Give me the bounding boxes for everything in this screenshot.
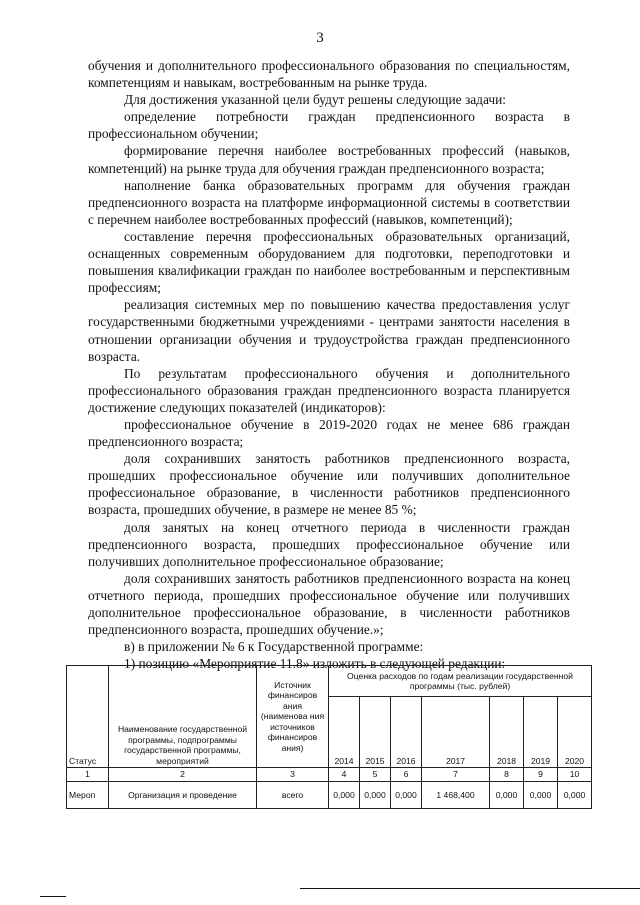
index-cell: 1 [67, 768, 109, 782]
paragraph: По результатам профессионального обучения и дополнительного профессионального образования граждан предпенсионного возраста планируется достижение следующих показателей (индикаторов): [88, 365, 570, 415]
index-cell: 10 [558, 768, 592, 782]
paragraph: составление перечня профессиональных образовательных организаций, оснащенных современным оборудованием для подготовки, переподготовки и повышения квалификации граждан по наиболее востребованным и перспективным профессиям; [88, 228, 570, 296]
row-value: 0,000 [391, 782, 422, 809]
index-cell: 7 [422, 768, 490, 782]
header-name: Наименование государственной программы, подпрограммы государственной программы, мероприятий [109, 666, 257, 768]
paragraph: в) в приложении № 6 к Государственной программе: [124, 639, 424, 655]
index-cell: 3 [257, 768, 329, 782]
row-status: Мероп [67, 782, 109, 809]
row-source: всего [257, 782, 329, 809]
document-body [88, 57, 570, 672]
paragraph: реализация системных мер по повышению качества предоставления услуг государственными бюджетными учреждениями - центрами занятости населения в отношении организации обучения и трудоустройства граждан предпенсионного возраста. [88, 297, 570, 364]
page-number: 3 [316, 30, 324, 46]
row-value: 0,000 [490, 782, 524, 809]
index-cell: 5 [360, 768, 391, 782]
index-cell: 8 [490, 768, 524, 782]
paragraph: формирование перечня наиболее востребованных профессий (навыков, компетенций) на рынке труда для обучения граждан предпенсионного возраста; [88, 143, 570, 176]
header-year: 2019 [524, 697, 558, 768]
paragraph: Для достижения указанной цели будут решены следующие задачи: [124, 92, 507, 108]
index-cell: 9 [524, 768, 558, 782]
page-bottom-rule [300, 888, 640, 889]
row-value: 0,000 [558, 782, 592, 809]
table-header-row [67, 666, 592, 697]
row-value: 0,000 [524, 782, 558, 809]
budget-table [66, 665, 592, 809]
table-index-row [67, 768, 592, 782]
header-status: Статус [67, 666, 109, 768]
index-cell: 4 [329, 768, 360, 782]
header-source: Источник финансиров ания (наименова ния источников финансиров ания) [257, 666, 329, 768]
header-estimate: Оценка расходов по годам реализации государственной программы (тыс. рублей) [329, 666, 592, 697]
paragraph: доля сохранивших занятость работников предпенсионного возраста, прошедших профессиональное обучение или получивших дополнительное профессиональное образование, в численности работников предпенсионного возраста, прошедших обучение, в размере не менее 85 %; [88, 451, 570, 518]
header-year: 2015 [360, 697, 391, 768]
corner-mark [40, 896, 66, 897]
paragraph: профессиональное обучение в 2019-2020 годах не менее 686 граждан предпенсионного возраста; [88, 416, 570, 450]
header-year: 2016 [391, 697, 422, 768]
header-year: 2014 [329, 697, 360, 768]
paragraph: доля сохранивших занятость работников предпенсионного возраста на конец отчетного периода, прошедших профессиональное обучение или получивших дополнительное профессиональное образование, в численности работников предпенсионного возраста, прошедших обучение.»; [88, 570, 570, 638]
paragraph: определение потребности граждан предпенсионного возраста в профессиональном обучении; [88, 109, 570, 142]
row-name: Организация и проведение [109, 782, 257, 809]
paragraph: 1) позицию «Мероприятие 11.8» изложить в следующей редакции: [124, 656, 506, 672]
header-year: 2017 [422, 697, 490, 768]
index-cell: 6 [391, 768, 422, 782]
header-year: 2018 [490, 697, 524, 768]
row-value: 0,000 [329, 782, 360, 809]
index-cell: 2 [109, 768, 257, 782]
paragraph: наполнение банка образовательных программ для обучения граждан предпенсионного возраста на платформе информационной системы в соответствии с перечнем наиболее востребованных профессий (навыков, компетенций); [88, 177, 570, 227]
paragraph: обучения и дополнительного профессионального образования по специальностям, компетенциям и навыкам, востребованным на рынке труда. [88, 58, 570, 91]
row-value: 0,000 [360, 782, 391, 809]
row-value: 1 468,400 [422, 782, 490, 809]
header-year: 2020 [558, 697, 592, 768]
table-row [67, 782, 592, 809]
paragraph: доля занятых на конец отчетного периода в численности граждан предпенсионного возраста, прошедших профессиональное обучение или получивших дополнительное профессиональное образование; [88, 519, 570, 569]
